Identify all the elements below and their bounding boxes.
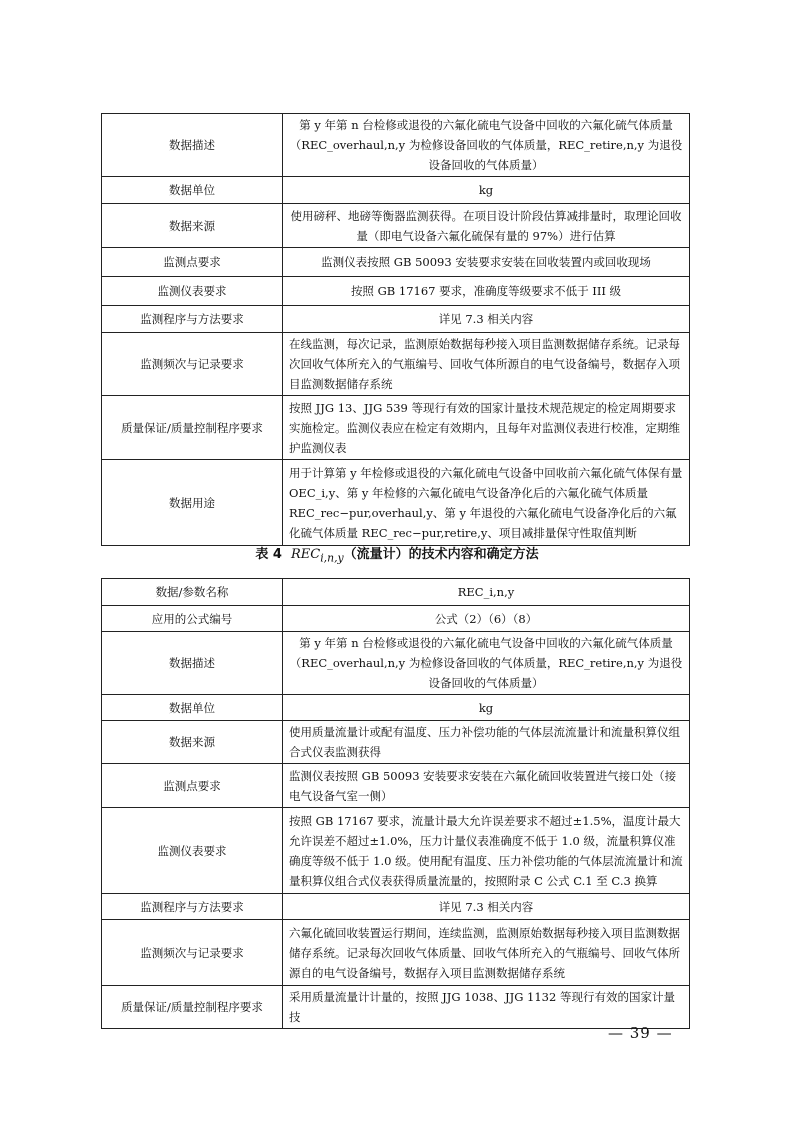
row-key: 数据描述 bbox=[102, 114, 283, 177]
row-key: 监测频次与记录要求 bbox=[102, 920, 283, 986]
row-value: 按照 JJG 13、JJG 539 等现行有效的国家计量技术规范规定的检定周期要求实施检定。监测仪表应在检定有效期内，且每年对监测仪表进行校准，定期维护监测仪表 bbox=[283, 396, 690, 460]
caption-symbol: REC bbox=[290, 547, 321, 562]
table-row bbox=[102, 177, 690, 204]
table-row bbox=[102, 333, 690, 396]
row-key: 监测程序与方法要求 bbox=[102, 894, 283, 920]
table-row bbox=[102, 894, 690, 920]
table-row bbox=[102, 579, 690, 606]
monitoring-table-continued bbox=[101, 113, 690, 546]
row-key: 数据来源 bbox=[102, 721, 283, 764]
table-row bbox=[102, 920, 690, 986]
table-row bbox=[102, 695, 690, 721]
row-key: 监测频次与记录要求 bbox=[102, 333, 283, 396]
row-value: 按照 GB 17167 要求，流量计最大允许误差要求不超过±1.5%，温度计最大允许误差不超过±1.0%，压力计量仪表准确度不低于 1.0 级，流量积算仪准确度等级不低于 1.0 级。使用配有温度、压力补偿功能的气体层流流量计和流量积算仪组合式仪表获得质量流量的，按照附录 C 公式 C.1 至 C.3 换算 bbox=[283, 808, 690, 894]
row-key: 应用的公式编号 bbox=[102, 606, 283, 632]
row-value: 按照 GB 17167 要求，准确度等级要求不低于 III 级 bbox=[283, 277, 690, 306]
table-row bbox=[102, 114, 690, 177]
row-value: 使用质量流量计或配有温度、压力补偿功能的气体层流流量计和流量积算仪组合式仪表监测获得 bbox=[283, 721, 690, 764]
caption-subscript: i,n,y bbox=[320, 551, 344, 565]
table-row bbox=[102, 808, 690, 894]
table-row bbox=[102, 396, 690, 460]
row-value: REC_i,n,y bbox=[283, 579, 690, 606]
monitoring-table-4 bbox=[101, 578, 690, 1029]
row-value: kg bbox=[283, 177, 690, 204]
table-row bbox=[102, 306, 690, 333]
row-key: 监测仪表要求 bbox=[102, 808, 283, 894]
row-key: 监测仪表要求 bbox=[102, 277, 283, 306]
row-value: 第 y 年第 n 台检修或退役的六氟化硫电气设备中回收的六氟化硫气体质量（REC_overhaul,n,y 为检修设备回收的气体质量，REC_retire,n,y 为退役设备回收的气体质量） bbox=[283, 114, 690, 177]
table-row bbox=[102, 277, 690, 306]
table-row bbox=[102, 986, 690, 1029]
row-key: 监测程序与方法要求 bbox=[102, 306, 283, 333]
page-number: — 39 — bbox=[608, 1024, 673, 1042]
caption-suffix: （流量计）的技术内容和确定方法 bbox=[343, 547, 539, 562]
row-value: 详见 7.3 相关内容 bbox=[283, 894, 690, 920]
row-key: 数据单位 bbox=[102, 695, 283, 721]
row-value: 详见 7.3 相关内容 bbox=[283, 306, 690, 333]
table-row bbox=[102, 632, 690, 695]
row-key: 质量保证/质量控制程序要求 bbox=[102, 396, 283, 460]
row-key: 监测点要求 bbox=[102, 764, 283, 808]
row-value: 监测仪表按照 GB 50093 安装要求安装在回收装置内或回收现场 bbox=[283, 248, 690, 277]
table-caption bbox=[0, 543, 794, 565]
table-row bbox=[102, 721, 690, 764]
table-row bbox=[102, 460, 690, 546]
row-value: 采用质量流量计计量的，按照 JJG 1038、JJG 1132 等现行有效的国家计量技 bbox=[283, 986, 690, 1029]
row-key: 数据单位 bbox=[102, 177, 283, 204]
row-value: 监测仪表按照 GB 50093 安装要求安装在六氟化硫回收装置进气接口处（接电气设备气室一侧） bbox=[283, 764, 690, 808]
table-row bbox=[102, 204, 690, 248]
row-key: 数据用途 bbox=[102, 460, 283, 546]
row-value: 用于计算第 y 年检修或退役的六氟化硫电气设备中回收前六氟化硫气体保有量 OEC_i,y、第 y 年检修的六氟化硫电气设备净化后的六氟化硫气体质量 REC_rec−pur,overhaul,y、第 y 年退役的六氟化硫电气设备净化后的六氟化硫气体质量 REC_rec−pur,retire,y、项目减排量保守性取值判断 bbox=[283, 460, 690, 546]
row-value: 公式（2）（6）（8） bbox=[283, 606, 690, 632]
row-key: 数据/参数名称 bbox=[102, 579, 283, 606]
row-value: 在线监测，每次记录，监测原始数据每秒接入项目监测数据储存系统。记录每次回收气体所充入的气瓶编号、回收气体所源自的电气设备编号，数据存入项目监测数据储存系统 bbox=[283, 333, 690, 396]
row-value: 使用磅秤、地磅等衡器监测获得。在项目设计阶段估算减排量时，取理论回收量（即电气设备六氟化硫保有量的 97%）进行估算 bbox=[283, 204, 690, 248]
row-value: kg bbox=[283, 695, 690, 721]
row-value: 第 y 年第 n 台检修或退役的六氟化硫电气设备中回收的六氟化硫气体质量（REC_overhaul,n,y 为检修设备回收的气体质量，REC_retire,n,y 为退役设备回收的气体质量） bbox=[283, 632, 690, 695]
table-row bbox=[102, 764, 690, 808]
row-key: 数据来源 bbox=[102, 204, 283, 248]
table-row bbox=[102, 606, 690, 632]
row-key: 监测点要求 bbox=[102, 248, 283, 277]
row-value: 六氟化硫回收装置运行期间，连续监测，监测原始数据每秒接入项目监测数据储存系统。记录每次回收气体质量、回收气体所充入的气瓶编号、回收气体所源自的电气设备编号，数据存入项目监测数据储存系统 bbox=[283, 920, 690, 986]
table-row bbox=[102, 248, 690, 277]
caption-prefix: 表 4 bbox=[255, 547, 282, 562]
row-key: 质量保证/质量控制程序要求 bbox=[102, 986, 283, 1029]
row-key: 数据描述 bbox=[102, 632, 283, 695]
